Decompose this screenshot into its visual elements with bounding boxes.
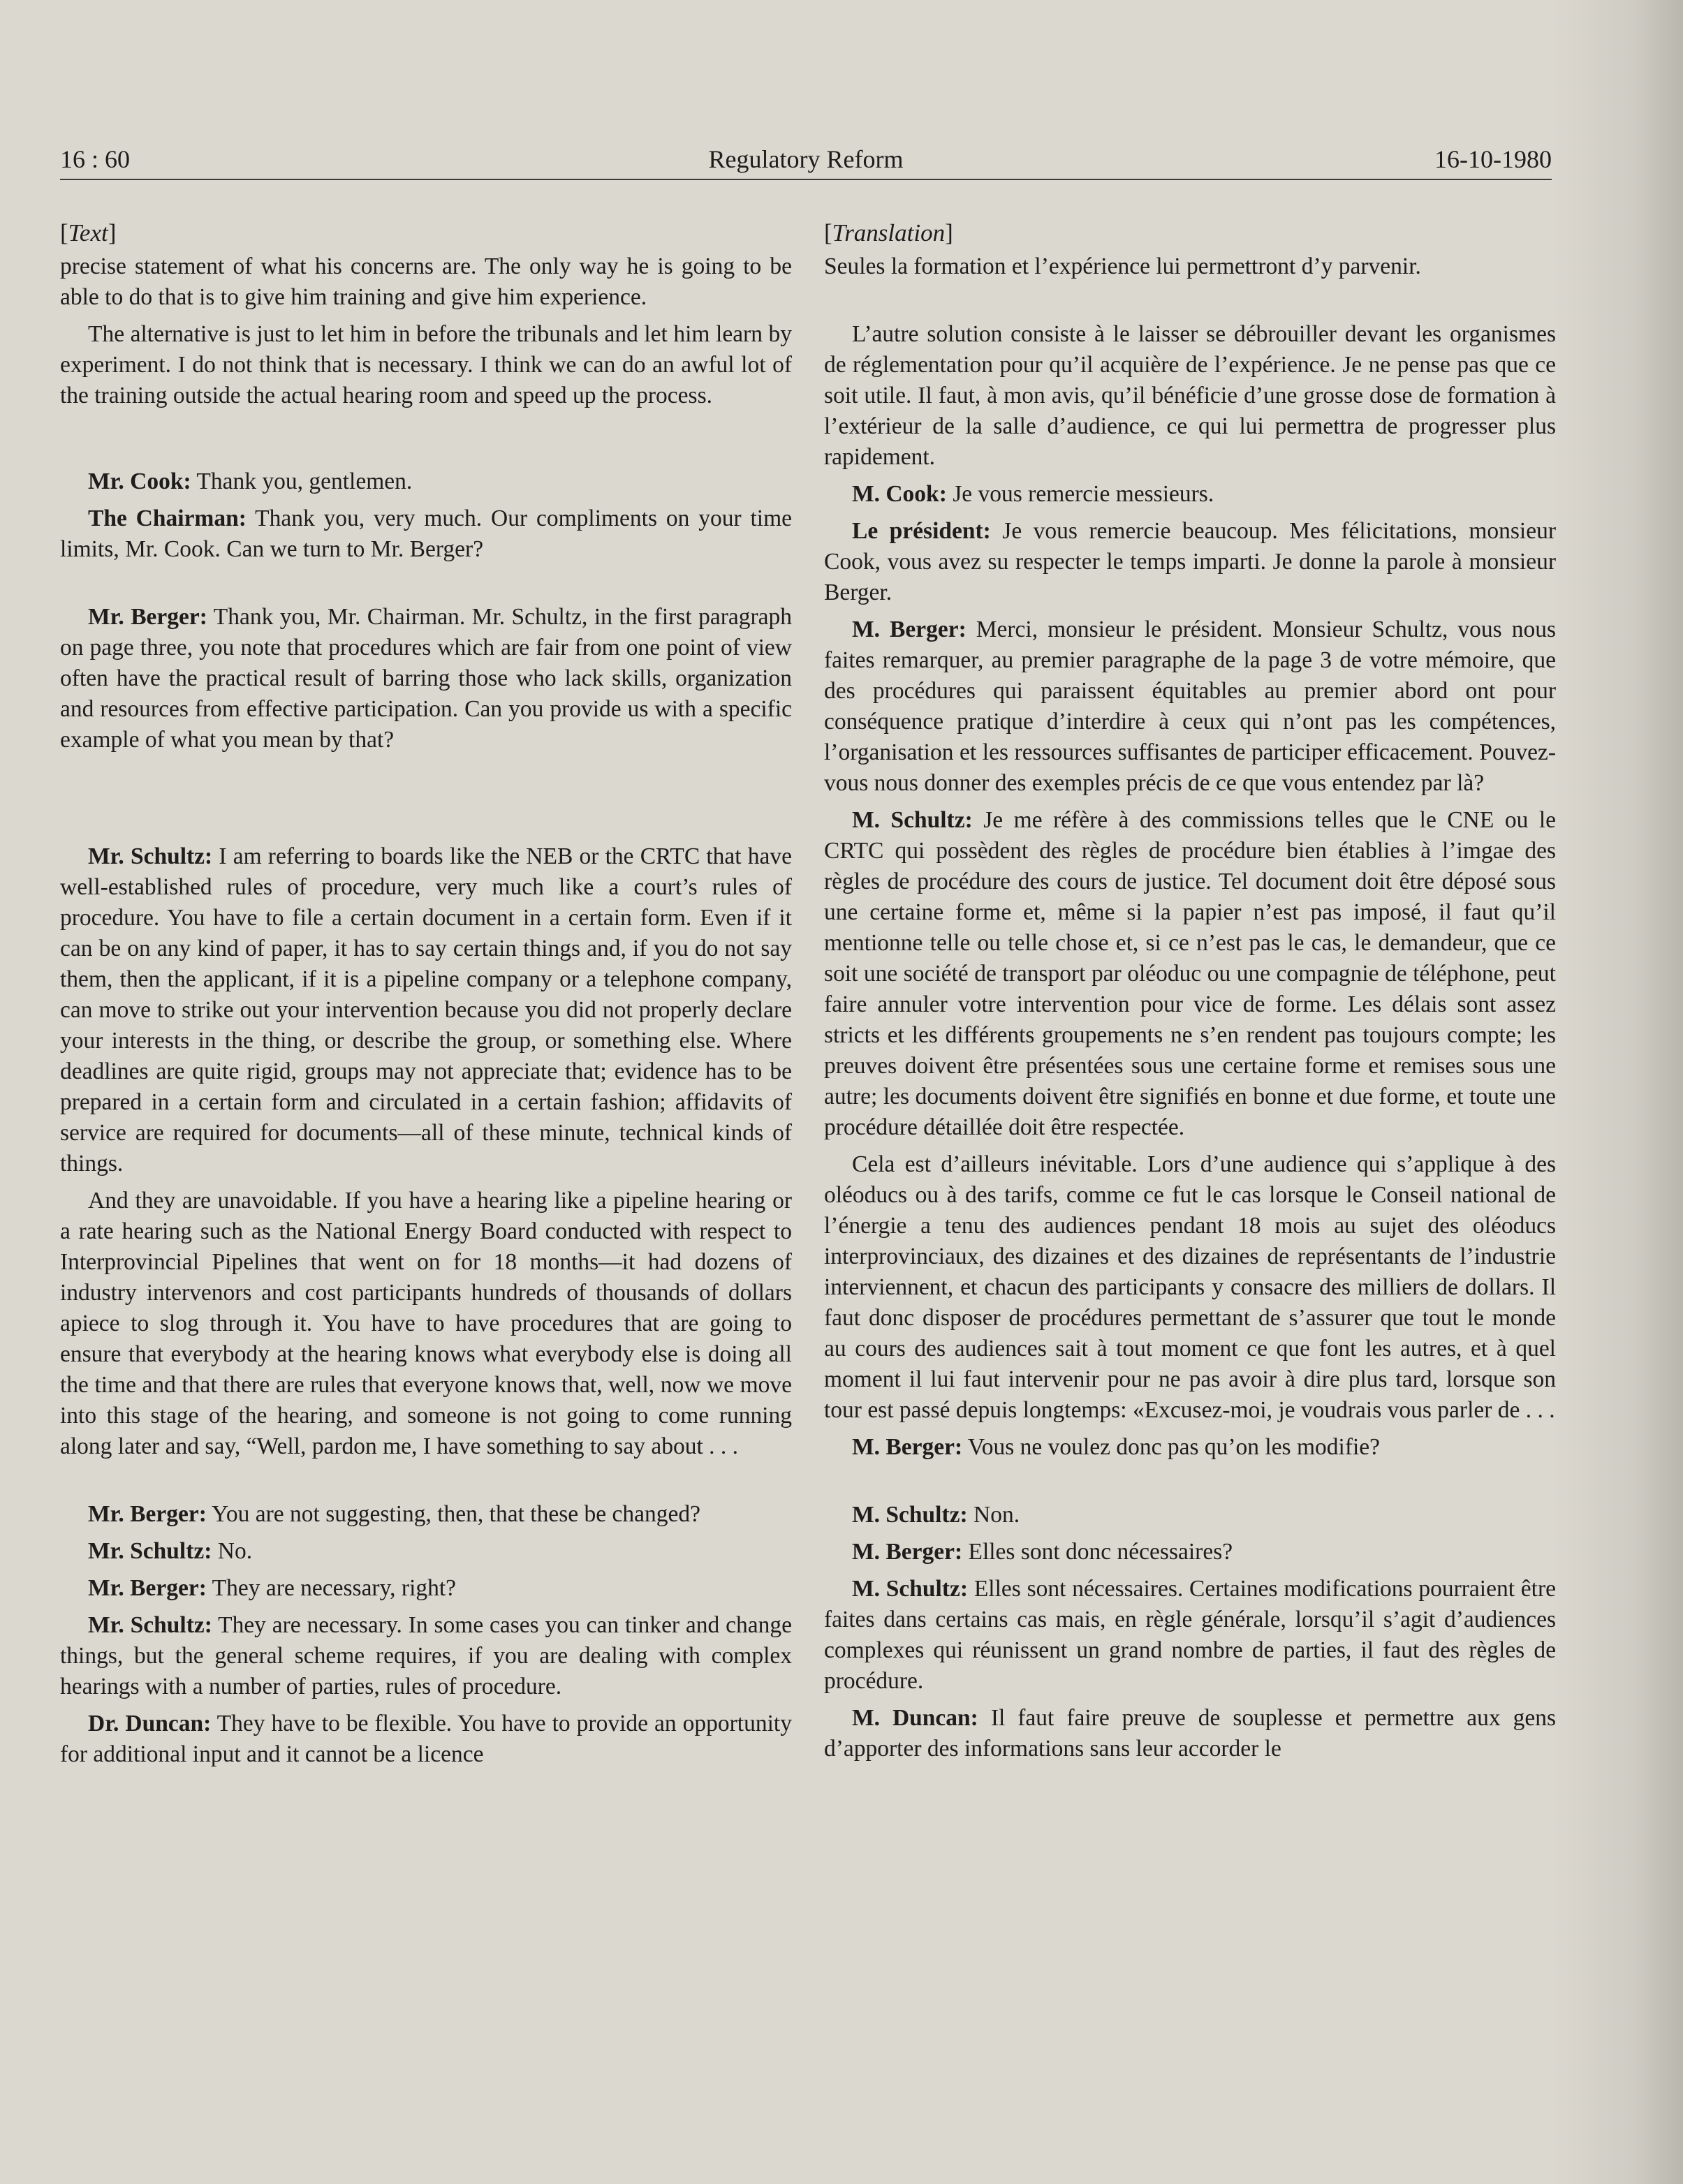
paragraph: Cela est d’ailleurs inévitable. Lors d’une audience qui s’applique à des oléoducs ou à des tarifs, comme ce fut le cas lorsque le Conseil national de l’énergie a tenu des audiences pendant 18 mois au sujet des oléoducs interprovinciaux, des dizaines et des dizaines de représentants de l’industrie interviennent, et chacun des participants y consacre des milliers de dollars. Il faut donc disposer de procédures permettant de s’assurer que tout le monde au cours des audiences sait à tout moment ce que font les autres, et à quel moment il lui faut intervenir pour ne pas avoir à dire plus tard, lorsque son tour est passé depuis longtemps: «Excusez-moi, je voudrais vous parler de . . . xyxy=(824,1151,1556,1423)
paragraph: Mr. Cook: Thank you, gentlemen. xyxy=(88,468,413,494)
paragraph: L’autre solution consiste à le laisser se débrouiller devant les organismes de réglementation pour qu’il acquière de l’expérience. Je ne pense pas que ce soit utile. Il faut, à mon avis, qu’il bénéficie d’une grosse dose de formation à l’extérieur de la salle d’audience, ce qui lui permettra de progresser plus rapidement. xyxy=(824,321,1556,470)
header-title: Regulatory Reform xyxy=(708,145,904,173)
paragraph: Mr. Berger: Thank you, Mr. Chairman. Mr. Schultz, in the first paragraph on page three, you note that procedures which are fair from one point of view often have the practical result of barring those who lack skills, organization and resources from effective participation. Can you provide us with a specific example of what you mean by that? xyxy=(60,604,792,753)
paragraph: Mr. Berger: They are necessary, right? xyxy=(88,1575,457,1601)
english-column xyxy=(60,218,792,1776)
column-label-translation: [Translation] xyxy=(824,219,953,246)
paragraph: Mr. Schultz: I am referring to boards like the NEB or the CRTC that have well-established rules of procedure, very much like a court’s rules of procedure. You have to file a certain document in a certain form. Even if it can be on any kind of paper, it has to say certain things and, if you do not say them, then the applicant, if it is a pipeline company or a telephone company, can move to strike out your intervention because you did not properly declare your interests in the thing, or describe the group, or something else. Where deadlines are quite rigid, groups may not appreciate that; evidence has to be prepared in a certain form and circulated in a certain fashion; affidavits of service are required for documents—all of these minute, technical kinds of things. xyxy=(60,843,792,1176)
paragraph: M. Berger: Elles sont donc nécessaires? xyxy=(852,1539,1233,1565)
paragraph: The alternative is just to let him in before the tribunals and let him learn by experiment. I do not think that is necessary. I think we can do an awful lot of the training outside the actual hearing room and speed up the process. xyxy=(60,321,792,408)
paragraph: precise statement of what his concerns are. The only way he is going to be able to do that is to give him training and give him experience. xyxy=(60,253,792,310)
paragraph: M. Berger: Merci, monsieur le président. Monsieur Schultz, vous nous faites remarquer, au premier paragraphe de la page 3 de votre mémoire, que des procédures qui paraissent équitables au premier abord ont pour conséquence pratique d’interdire à ceux qui n’ont pas les compétences, l’organisation et les ressources suffisantes de participer efficacement. Pouvez-vous nous donner des exemples précis de ce que vous entendez par là? xyxy=(824,617,1556,796)
page-number: 16 : 60 xyxy=(60,145,131,173)
column-label-text: [Text] xyxy=(60,219,117,246)
paragraph: Mr. Schultz: No. xyxy=(88,1538,253,1564)
paragraph: M. Schultz: Non. xyxy=(852,1502,1020,1528)
french-column xyxy=(824,218,1556,1771)
header-date: 16-10-1980 xyxy=(1434,145,1552,173)
header-rule xyxy=(60,179,1552,180)
paragraph: Seules la formation et l’expérience lui permettront d’y parvenir. xyxy=(824,253,1421,279)
paragraph: M. Duncan: Il faut faire preuve de souplesse et permettre aux gens d’apporter des informations sans leur accorder le xyxy=(824,1705,1556,1762)
paragraph: The Chairman: Thank you, very much. Our compliments on your time limits, Mr. Cook. Can we turn to Mr. Berger? xyxy=(60,506,792,562)
paragraph: Le président: Je vous remercie beaucoup. Mes félicitations, monsieur Cook, vous avez su respecter le temps imparti. Je donne la parole à monsieur Berger. xyxy=(824,518,1556,605)
paragraph: M. Cook: Je vous remercie messieurs. xyxy=(852,481,1214,507)
paragraph: M. Schultz: Je me réfère à des commissions telles que le CNE ou le CRTC qui possèdent des règles de procédure bien établies à l’imgae des règles de procédure des cours de justice. Tel document doit être déposé sous une certaine forme et, même si la papier n’est pas imposé, il faut qu’il mentionne telle ou telle chose et, si ce n’est pas le cas, le demandeur, que ce soit une société de transport par oléoduc ou une compagnie de téléphone, peut faire annuler votre intervention pour vice de forme. Les délais sont assez stricts et les différents groupements ne s’en rendent pas toujours compte; les preuves doivent être présentées sous une certaine forme et remises sous une autre; les documents doivent être signifiés en bonne et due forme, et toute une procédure détaillée doit être respectée. xyxy=(824,807,1557,1140)
paragraph: Mr. Berger: You are not suggesting, then, that these be changed? xyxy=(88,1501,700,1527)
paragraph: Dr. Duncan: They have to be flexible. You have to provide an opportunity for additional input and it cannot be a licence xyxy=(60,1711,792,1767)
paragraph: M. Schultz: Elles sont nécessaires. Certaines modifications pourraient être faites dans certains cas mais, en règle générale, lorsqu’il s’agit d’audiences complexes qui réunissent un grand nombre de parties, il faut des règles de procédure. xyxy=(824,1576,1556,1694)
paragraph: M. Berger: Vous ne voulez donc pas qu’on les modifie? xyxy=(852,1434,1381,1460)
paragraph: And they are unavoidable. If you have a hearing like a pipeline hearing or a rate hearing such as the National Energy Board conducted with respect to Interprovincial Pipelines that went on for 18 months—it had dozens of industry intervenors and cost participants hundreds of thousands of dollars apiece to slog through it. You have to have procedures that are going to ensure that everybody at the hearing knows what everybody else is doing all the time and that there are rules that everyone knows that, well, now we move into this stage of the hearing, and someone is not going to come running along later and say, “Well, pardon me, I have something to say about . . . xyxy=(60,1188,792,1459)
paragraph: Mr. Schultz: They are necessary. In some cases you can tinker and change things, but the general scheme requires, if you are dealing with complex hearings with a number of parties, rules of procedure. xyxy=(60,1612,792,1699)
